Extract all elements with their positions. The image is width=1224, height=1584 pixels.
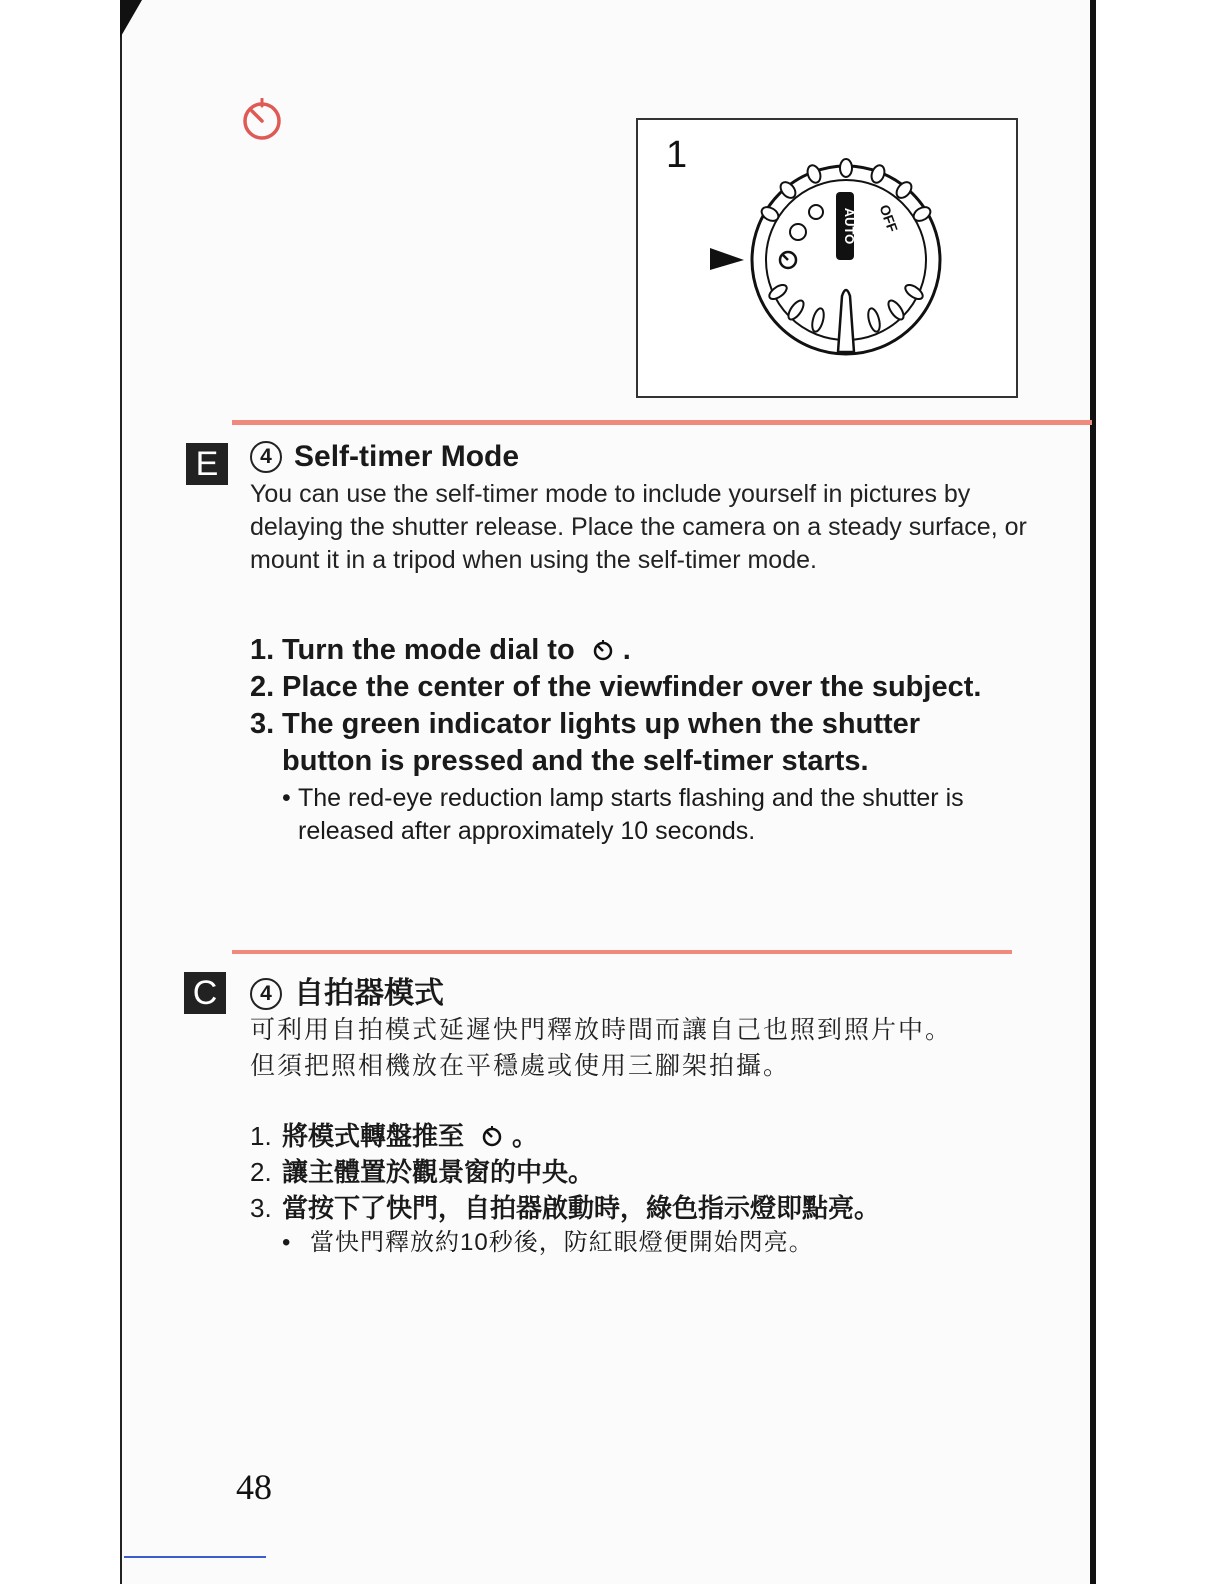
step-text: Place the center of the viewfinder over the subject.: [282, 671, 982, 703]
step-number: 2.: [250, 671, 275, 703]
dial-off-text: OFF: [876, 202, 902, 235]
section-number: 4: [250, 441, 282, 473]
section-divider-chinese: [232, 950, 1012, 954]
section-number: 4: [250, 978, 282, 1010]
dial-pointer-icon: [710, 248, 744, 270]
page-edge: [1090, 0, 1096, 1584]
bullet-icon: •: [282, 784, 291, 812]
section-title-chinese: [250, 968, 444, 1012]
section-title-text: Self-timer Mode: [294, 440, 520, 473]
bullet-icon: •: [282, 1229, 292, 1256]
step-number: 2.: [250, 1157, 272, 1187]
step-text: 當按下了快門，自拍器啟動時，綠色指示燈即點亮。: [282, 1193, 881, 1223]
self-timer-icon: [480, 1124, 504, 1148]
language-badge-chinese: C: [184, 972, 226, 1014]
figure-mode-dial: [636, 118, 1018, 398]
page-number: 48: [236, 1467, 272, 1507]
step-text: 讓主體置於觀景窗的中央。: [282, 1157, 595, 1187]
section-divider-english: [232, 420, 1092, 425]
step-number: 3.: [250, 1193, 272, 1223]
step-item: [250, 632, 1010, 669]
section-title-text: 自拍器模式: [294, 977, 444, 1010]
step-item: [250, 1118, 1010, 1154]
step-number: 1.: [250, 1121, 272, 1151]
step-suffix: 。: [512, 1121, 539, 1151]
step-number: 1.: [250, 634, 275, 666]
step-number: 3.: [250, 708, 275, 740]
language-badge-english: E: [186, 443, 228, 485]
step-text: 將模式轉盤推至: [282, 1121, 465, 1151]
footer-line: [124, 1556, 266, 1558]
self-timer-icon: [240, 98, 284, 142]
step-item: [250, 669, 1010, 706]
note-text: 當快門釋放約10秒後，防紅眼燈便開始閃亮。: [310, 1229, 814, 1256]
intro-paragraph-chinese: 可利用自拍模式延遲快門釋放時間而讓自己也照到照片中。但須把照相機放在平穩處或使用三腳架拍攝。: [250, 1016, 953, 1080]
step-text: The green indicator lights up when the shutter button is pressed and the self-timer starts.: [282, 708, 921, 777]
step-item: [250, 1190, 1010, 1259]
corner-mark: [120, 0, 142, 38]
note-text: The red-eye reduction lamp starts flashing and the shutter is released after approximately 10 seconds.: [298, 784, 964, 845]
mode-dial-illustration: [638, 120, 1016, 396]
step-text: Turn the mode dial to: [282, 634, 575, 666]
step-suffix: .: [622, 634, 631, 666]
steps-list-chinese: [250, 1118, 1010, 1259]
figure-number: 1: [666, 134, 688, 176]
intro-paragraph-english: You can use the self-timer mode to include yourself in pictures by delaying the shutter release. Place the camera on a steady surface, or mount it in a tripod when using the self-timer mode.: [250, 480, 1027, 574]
dial-auto-text: AUTO: [842, 207, 857, 245]
steps-list-english: [250, 632, 1010, 848]
section-title-english: [250, 440, 519, 474]
step-item: [250, 1154, 1010, 1190]
step-note: [282, 782, 1010, 848]
self-timer-icon: [591, 638, 615, 662]
step-item: [250, 706, 1010, 848]
step-note: [282, 1226, 1010, 1259]
